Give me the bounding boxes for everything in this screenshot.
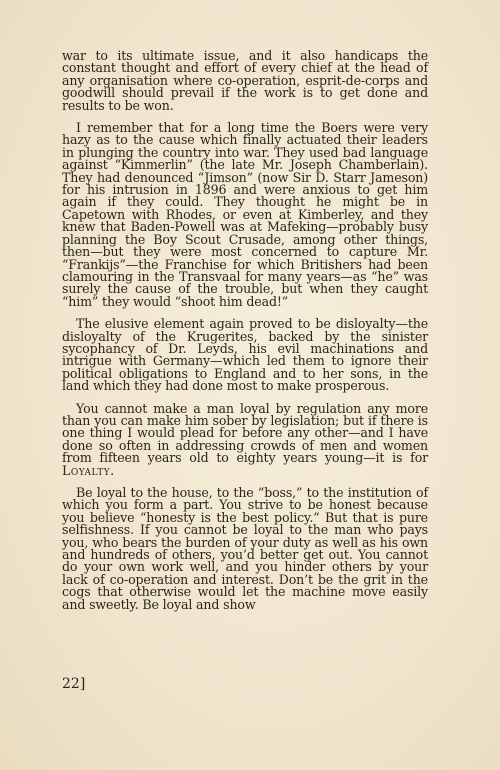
body-text bbox=[62, 50, 428, 621]
paragraph-5: Be loyal to the house, to the “boss,” to the institution of which you form a part. You strive to be honest because you believe “honesty is the best policy.” But that is pure selfishness. If you cannot be loyal to the man who pays you, who bears the burden of your duty as well as his own and hundreds of others, you’d better get out. You cannot do your own work well, and you hinder others by your lack of co-operation and interest. Don’t be the grit in the cogs that otherwise would let the machine move easily and sweetly. Be loyal and show bbox=[62, 485, 428, 612]
paragraph-3: The elusive element again proved to be disloyalty—the disloyalty of the Krugerites, backed by the sinister sycophancy of Dr. Leyds, his evil machinations and intrigue with Germany—which led them to ignore their political obligations to England and to her sons, in the land which they had done most to make prosperous. bbox=[62, 316, 428, 394]
paragraph-4: You cannot make a man loyal by regulation any more than you can make him sober by legislation; but if there is one thing I would plead for before any other—and I have done so often in addressing crowds of men and women from fifteen years old to eighty years young—it is for Loyalty. bbox=[62, 400, 428, 478]
page-number: 22] bbox=[62, 676, 86, 692]
loyalty-emphasis: Loyalty bbox=[62, 462, 111, 478]
paragraph-1: war to its ultimate issue, and it also handicaps the constant thought and effort of every chief at the head of any organisation where co-operation, esprit-de-corps and goodwill should prevail if the work is to get done and results to be won. bbox=[62, 48, 428, 113]
paragraph-2: I remember that for a long time the Boers were very hazy as to the cause which finally actuated their leaders in plunging the country into war. They used bad language against “Kimmerlin” (the late Mr. Joseph Chamberlain). They had denounced “Jimson” (now Sir D. Starr Jameson) for his intrusion in 1896 and were anxious to get him again if they could. They thought he might be in Capetown with Rhodes, or even at Kimberley, and they knew that Baden-Powell was at Mafeking—probably busy planning the Boy Scout Crusade, among other things, then—but they were most concerned to capture Mr. “Frankijs”—the Franchise for which Britishers had been clamouring in the Transvaal for many years—as “he” was surely the cause of the trouble, but when they caught “him” they would “shoot him dead!” bbox=[62, 120, 428, 309]
